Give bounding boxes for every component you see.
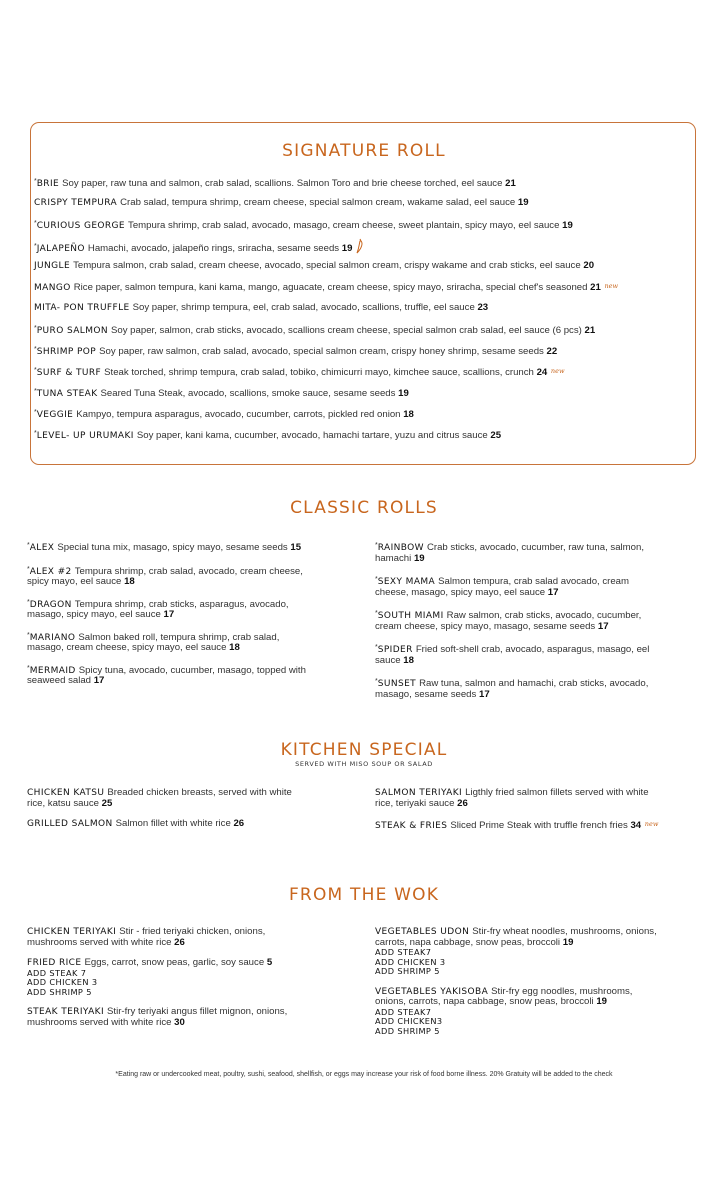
classic-rolls-left-column (27, 541, 367, 687)
item-price: 19 (341, 243, 353, 254)
item-price: 19 (596, 996, 607, 1007)
item-name: LEVEL- UP URUMAKI (36, 431, 134, 441)
signature-roll-item (34, 301, 694, 322)
item-name: CHICKEN TERIYAKI (27, 927, 117, 937)
item-description-cont: carrots, napa cabbage, snow peas, broccoli (375, 936, 561, 948)
item-description-cont: sauce (375, 654, 401, 666)
item-description: Steak torched, shrimp tempura, crab salad, tobiko, chimicurri mayo, kimchee sauce, scallions, crunch (104, 367, 534, 378)
wok-item (27, 958, 367, 997)
add-on-option: ADD CHICKEN 3 (27, 977, 98, 987)
classic-roll-item (375, 609, 715, 632)
allergy-gratuity-footnote: *Eating raw or undercooked meat, poultry, sushi, seafood, shellfish, or eggs may increase your risk of food borne illness. 20% Gratuity will be added to the check (115, 1071, 613, 1078)
item-description-cont: seaweed salad (27, 675, 92, 686)
item-description: Eggs, carrot, snow peas, garlic, soy sauce (84, 957, 265, 968)
signature-roll-item (34, 322, 694, 343)
item-description: Ligthly fried salmon fillets served with white (465, 787, 649, 798)
item-price: 17 (163, 609, 175, 620)
kitchen-special-right-column (375, 788, 715, 832)
classic-roll-item (375, 677, 715, 700)
add-on-option: ADD STEAK7 (375, 947, 432, 957)
classic-roll-item (27, 631, 367, 654)
signature-roll-item (34, 343, 694, 364)
item-description: Soy paper, salmon, crab sticks, avocado, scallions cream cheese, special salmon crab salad, eel sauce (6 pcs) (110, 325, 582, 336)
item-name: SALMON TERIYAKI (375, 788, 463, 798)
item-price: 5 (266, 957, 273, 968)
item-name: SHRIMP POP (36, 347, 97, 357)
item-description: Sliced Prime Steak with truffle french fries (450, 820, 628, 831)
signature-roll-item (34, 364, 694, 385)
item-price: 18 (124, 576, 135, 587)
item-description-cont: cheese, masago, spicy mayo, eel sauce (375, 586, 546, 598)
item-description: Salmon baked roll, tempura shrimp, crab salad, (78, 631, 280, 643)
raw-item-marker: * (27, 631, 30, 639)
item-description-cont: rice, teriyaki sauce (375, 797, 455, 809)
signature-roll-item (34, 217, 694, 238)
item-name: VEGETABLES UDON (375, 927, 470, 937)
raw-item-marker: * (375, 678, 378, 685)
raw-item-marker: * (375, 576, 378, 583)
raw-item-marker: * (27, 598, 30, 606)
item-price: 19 (413, 552, 425, 564)
kitchen-special-subtitle: SERVED WITH MISO SOUP OR SALAD (295, 760, 433, 768)
kitchen-special-item (27, 819, 367, 830)
item-name: CHICKEN KATSU (27, 788, 105, 798)
kitchen-special-item (375, 819, 715, 832)
item-name: GRILLED SALMON (27, 819, 113, 829)
raw-item-marker: * (34, 178, 37, 185)
signature-roll-item (34, 385, 694, 406)
item-description: Soy paper, raw salmon, crab salad, avocado, special salmon cream, crispy honey shrimp, sesame seeds (99, 346, 544, 357)
item-name: SEXY MAMA (377, 577, 436, 587)
item-name: RAINBOW (377, 543, 424, 553)
signature-roll-item (34, 175, 694, 196)
item-price: 23 (477, 302, 489, 313)
item-name: STEAK & FRIES (375, 821, 448, 831)
item-description-cont: masago, sesame seeds (375, 688, 477, 700)
item-description: Raw tuna, salmon and hamachi, crab sticks, avocado, (419, 678, 649, 689)
item-description-cont: rice, katsu sauce (27, 797, 99, 809)
item-description: Spicy tuna, avocado, cucumber, masago, topped with (78, 664, 306, 676)
classic-roll-item (27, 598, 367, 621)
item-price: 30 (174, 1016, 185, 1028)
item-description: Special tuna mix, masago, spicy mayo, sesame seeds (57, 542, 288, 553)
signature-roll-item (34, 238, 694, 259)
kitchen-special-left-column (27, 788, 367, 830)
classic-roll-item (27, 664, 367, 687)
item-description-cont: cream cheese, spicy mayo, masago, sesame seeds (375, 620, 596, 632)
item-description-cont: mushrooms served with white rice (27, 936, 172, 948)
item-description: Raw salmon, crab sticks, avocado, cucumber, (446, 610, 642, 621)
item-name: ALEX #2 (29, 566, 72, 577)
item-price: 26 (457, 797, 468, 809)
item-price: 18 (403, 654, 414, 666)
item-description: Crab sticks, avocado, cucumber, raw tuna, salmon, (426, 542, 644, 553)
item-description: Stir-fry wheat noodles, mushrooms, onions, (472, 926, 657, 937)
from-the-wok-title: FROM THE WOK (288, 885, 440, 905)
classic-roll-item (375, 541, 715, 564)
item-name: SPIDER (377, 645, 413, 655)
item-description: Tempura shrimp, crab salad, avocado, cream cheese, (74, 565, 303, 577)
classic-roll-item (375, 575, 715, 598)
item-name: VEGETABLES YAKISOBA (375, 986, 489, 997)
item-price: 17 (479, 688, 490, 700)
item-price: 19 (398, 388, 409, 399)
classic-rolls-title: CLASSIC ROLLS (290, 498, 438, 518)
item-description: Hamachi, avocado, jalapeño rings, sriracha, sesame seeds (87, 243, 340, 254)
item-price: 22 (546, 346, 558, 357)
item-name: VEGGIE (36, 410, 74, 420)
signature-roll-item (34, 280, 694, 301)
item-description: Tempura salmon, crab salad, cream cheese, avocado, special salmon cream, crispy wakame and crab sticks, eel sauce (73, 260, 581, 271)
item-name: PURO SALMON (36, 326, 108, 336)
item-description: Soy paper, shrimp tempura, eel, crab salad, avocado, scallions, truffle, eel sauce (132, 302, 475, 313)
raw-item-marker: * (34, 367, 37, 374)
item-description: Stir-fry teriyaki angus fillet mignon, onions, (107, 1006, 288, 1017)
kitchen-special-item (375, 788, 715, 809)
item-name: SURF & TURF (36, 368, 102, 378)
signature-roll-list (34, 175, 694, 448)
item-description: Crab salad, tempura shrimp, cream cheese, special salmon cream, wakame salad, eel sauce (120, 197, 516, 208)
raw-item-marker: * (27, 664, 30, 672)
item-description: Salmon tempura, crab salad avocado, cream (438, 576, 630, 587)
raw-item-marker: * (34, 430, 37, 437)
signature-roll-item (34, 427, 694, 448)
new-item-badge: new (644, 820, 659, 828)
item-description: Salmon fillet with white rice (115, 818, 231, 829)
item-price: 19 (517, 197, 529, 208)
classic-roll-item (27, 541, 367, 554)
item-description-cont: onions, carrots, napa cabbage, snow peas, broccoli (375, 996, 594, 1007)
item-name: STEAK TERIYAKI (27, 1007, 105, 1017)
add-on-option: ADD SHRIMP 5 (27, 986, 92, 997)
raw-item-marker: * (27, 565, 30, 573)
add-on-option: ADD STEAK7 (375, 1006, 432, 1017)
item-description: Stir-fry egg noodles, mushrooms, (491, 985, 633, 997)
add-on-option: ADD SHRIMP 5 (375, 966, 440, 976)
item-name: JALAPEÑO (36, 244, 85, 254)
item-description: Kampyo, tempura asparagus, avocado, cucumber, carrots, pickled red onion (76, 409, 401, 420)
item-description: Seared Tuna Steak, avocado, scallions, smoke sauce, sesame seeds (100, 388, 396, 399)
item-description: Stir - fried teriyaki chicken, onions, (119, 926, 266, 937)
wok-item (375, 927, 715, 977)
item-price: 19 (562, 936, 574, 948)
raw-item-marker: * (34, 220, 37, 227)
item-name: CRISPY TEMPURA (34, 198, 118, 208)
item-description-cont: masago, cream cheese, spicy mayo, eel sauce (27, 642, 227, 653)
item-description: Rice paper, salmon tempura, kani kama, mango, aguacate, cream cheese, spicy mayo, sriracha, special chef's seasoned (73, 282, 588, 293)
raw-item-marker: * (375, 610, 378, 617)
item-description: Tempura shrimp, crab sticks, asparagus, avocado, (74, 598, 289, 610)
item-name: MERMAID (29, 665, 76, 676)
item-description-cont: spicy mayo, eel sauce (27, 576, 122, 587)
from-the-wok-left-column (27, 927, 367, 1028)
item-description: Fried soft-shell crab, avocado, asparagus, masago, eel (415, 644, 650, 655)
item-price: 19 (562, 220, 573, 231)
add-on-option: ADD STEAK 7 (27, 967, 87, 978)
raw-item-marker: * (27, 542, 30, 549)
item-name: SUNSET (377, 679, 417, 689)
item-price: 25 (101, 797, 113, 809)
kitchen-special-item (27, 788, 367, 809)
item-name: FRIED RICE (27, 958, 82, 968)
item-price: 24 (536, 367, 548, 378)
raw-item-marker: * (34, 243, 37, 250)
item-price: 21 (584, 325, 596, 336)
item-name: MARIANO (29, 632, 76, 643)
classic-roll-item (375, 643, 715, 666)
add-on-option: ADD SHRIMP 5 (375, 1025, 440, 1036)
new-item-badge: new (550, 367, 565, 375)
item-name: CURIOUS GEORGE (36, 221, 126, 231)
item-name: BRIE (36, 179, 60, 189)
item-name: JUNGLE (34, 261, 71, 271)
raw-item-marker: * (375, 644, 378, 651)
item-description: Breaded chicken breasts, served with white (107, 787, 292, 798)
wok-item (27, 1007, 367, 1028)
item-price: 21 (505, 178, 516, 189)
signature-roll-item (34, 196, 694, 217)
wok-item (375, 987, 715, 1037)
item-price: 17 (93, 675, 105, 686)
item-description: Tempura shrimp, crab salad, avocado, masago, cream cheese, sweet plantain, spicy mayo, eel sauce (128, 220, 560, 231)
item-price: 20 (583, 260, 595, 271)
raw-item-marker: * (34, 409, 37, 416)
wok-item (27, 927, 367, 948)
item-name: MITA- PON TRUFFLE (34, 303, 130, 313)
add-on-option: ADD CHICKEN3 (375, 1016, 443, 1026)
item-description: Soy paper, raw tuna and salmon, crab salad, scallions. Salmon Toro and brie cheese torched, eel sauce (62, 178, 503, 189)
raw-item-marker: * (34, 346, 37, 353)
add-on-option: ADD CHICKEN 3 (375, 956, 446, 967)
item-name: TUNA STEAK (36, 389, 98, 399)
signature-roll-item (34, 259, 694, 280)
item-description: Soy paper, kani kama, cucumber, avocado, hamachi tartare, yuzu and citrus sauce (136, 430, 488, 441)
item-price: 18 (403, 409, 414, 420)
item-price: 26 (174, 936, 185, 948)
item-price: 17 (547, 586, 559, 598)
new-item-badge: new (604, 282, 619, 290)
signature-roll-item (34, 406, 694, 427)
signature-roll-title: SIGNATURE ROLL (282, 141, 446, 161)
from-the-wok-right-column (375, 927, 715, 1036)
raw-item-marker: * (34, 325, 37, 332)
raw-item-marker: * (375, 542, 378, 549)
kitchen-special-title: KITCHEN SPECIAL (280, 740, 448, 760)
item-price: 18 (229, 642, 240, 653)
raw-item-marker: * (34, 388, 37, 395)
item-price: 17 (597, 620, 609, 632)
item-description-cont: mushrooms served with white rice (27, 1016, 172, 1028)
item-description-cont: hamachi (375, 552, 412, 564)
classic-rolls-right-column (375, 541, 715, 700)
item-name: DRAGON (29, 599, 72, 610)
item-price: 21 (590, 282, 601, 293)
item-name: MANGO (34, 283, 71, 293)
item-price: 25 (490, 430, 502, 441)
classic-roll-item (27, 565, 367, 588)
item-name: SOUTH MIAMI (377, 611, 444, 621)
chili-pepper-icon (354, 238, 364, 258)
item-price: 26 (233, 818, 245, 829)
item-price: 34 (630, 820, 642, 831)
item-price: 15 (290, 542, 302, 553)
item-description-cont: masago, spicy mayo, eel sauce (27, 609, 161, 620)
item-name: ALEX (29, 543, 55, 553)
